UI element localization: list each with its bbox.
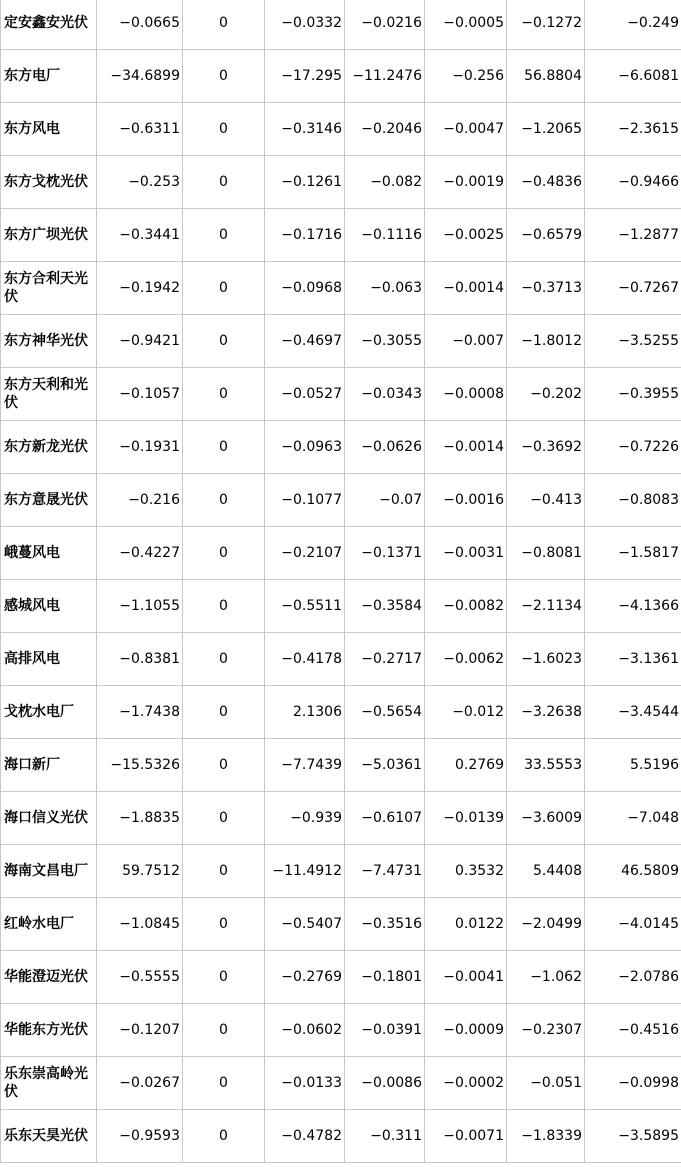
value-cell: 0 [183,0,265,50]
value-cell: 56.8804 [507,50,585,103]
value-cell: −17.295 [265,50,345,103]
value-cell: 2.1306 [265,686,345,739]
value-cell: −0.3584 [345,580,425,633]
table-row [1,156,681,209]
value-cell: −0.1116 [345,209,425,262]
value-cell: −3.6009 [507,792,585,845]
value-cell: −0.7226 [585,421,681,474]
value-cell: 0 [183,315,265,368]
value-cell: −0.0343 [345,368,425,421]
table-row [1,1057,681,1110]
value-cell: 0 [183,103,265,156]
value-cell: 0 [183,421,265,474]
value-cell: −0.216 [97,474,183,527]
value-cell: −0.4178 [265,633,345,686]
value-cell: −0.0014 [425,262,507,315]
plant-name-cell: 高排风电 [1,633,97,686]
table-row [1,739,681,792]
value-cell: −0.3955 [585,368,681,421]
value-cell: −0.3441 [97,209,183,262]
table-row [1,898,681,951]
value-cell: −0.8381 [97,633,183,686]
table-row [1,633,681,686]
value-cell: −0.0008 [425,368,507,421]
value-cell: −0.1931 [97,421,183,474]
value-cell: −0.9593 [97,1110,183,1163]
value-cell: −0.0665 [97,0,183,50]
value-cell: −0.1371 [345,527,425,580]
value-cell: −0.082 [345,156,425,209]
value-cell: −0.07 [345,474,425,527]
value-cell: −1.1055 [97,580,183,633]
value-cell: −0.0071 [425,1110,507,1163]
table-row [1,792,681,845]
table-body [1,0,681,1163]
value-cell: −3.5255 [585,315,681,368]
table-row [1,315,681,368]
plant-name-cell: 华能东方光伏 [1,1004,97,1057]
value-cell: 0 [183,262,265,315]
value-cell: −0.0391 [345,1004,425,1057]
value-cell: −0.256 [425,50,507,103]
plant-name-cell: 东方新龙光伏 [1,421,97,474]
value-cell: −2.3615 [585,103,681,156]
value-cell: −1.2065 [507,103,585,156]
value-cell: −0.0086 [345,1057,425,1110]
value-cell: −0.1801 [345,951,425,1004]
plant-name-cell: 海南文昌电厂 [1,845,97,898]
table-row [1,580,681,633]
plant-name-cell: 东方意晟光伏 [1,474,97,527]
value-cell: −0.0139 [425,792,507,845]
plant-name-cell: 海口信义光伏 [1,792,97,845]
value-cell: 0 [183,156,265,209]
value-cell: 0 [183,951,265,1004]
table-row [1,103,681,156]
table-row [1,527,681,580]
value-cell: 0.3532 [425,845,507,898]
value-cell: −5.0361 [345,739,425,792]
value-cell: −0.3713 [507,262,585,315]
value-cell: −0.0267 [97,1057,183,1110]
plant-name-cell: 乐东崇高岭光伏 [1,1057,97,1110]
value-cell: −1.5817 [585,527,681,580]
value-cell: 0 [183,845,265,898]
value-cell: −0.0963 [265,421,345,474]
value-cell: 0 [183,633,265,686]
value-cell: −3.1361 [585,633,681,686]
value-cell: −1.062 [507,951,585,1004]
table-row [1,845,681,898]
value-cell: −0.5407 [265,898,345,951]
plant-name-cell: 海口新厂 [1,739,97,792]
value-cell: −0.051 [507,1057,585,1110]
table-row [1,50,681,103]
value-cell: −0.0082 [425,580,507,633]
plant-name-cell: 东方戈枕光伏 [1,156,97,209]
value-cell: 0 [183,209,265,262]
value-cell: −0.0025 [425,209,507,262]
value-cell: −0.0016 [425,474,507,527]
value-cell: −11.4912 [265,845,345,898]
value-cell: 0 [183,580,265,633]
value-cell: −0.2717 [345,633,425,686]
value-cell: 0 [183,686,265,739]
value-cell: −0.0527 [265,368,345,421]
value-cell: −0.6311 [97,103,183,156]
value-cell: 0 [183,898,265,951]
value-cell: −0.0626 [345,421,425,474]
value-cell: 46.5809 [585,845,681,898]
plant-name-cell: 东方合利天光伏 [1,262,97,315]
plant-name-cell: 感城风电 [1,580,97,633]
value-cell: −0.0998 [585,1057,681,1110]
value-cell: −15.5326 [97,739,183,792]
value-cell: −0.5555 [97,951,183,1004]
value-cell: −2.1134 [507,580,585,633]
value-cell: −0.3692 [507,421,585,474]
value-cell: −4.0145 [585,898,681,951]
value-cell: −0.007 [425,315,507,368]
value-cell: −0.0005 [425,0,507,50]
plant-name-cell: 峨蔓风电 [1,527,97,580]
value-cell: −0.0332 [265,0,345,50]
value-cell: 33.5553 [507,739,585,792]
table-row [1,209,681,262]
value-cell: −0.7267 [585,262,681,315]
value-cell: −4.1366 [585,580,681,633]
value-cell: −1.8012 [507,315,585,368]
value-cell: −0.3516 [345,898,425,951]
value-cell: −0.2307 [507,1004,585,1057]
value-cell: −34.6899 [97,50,183,103]
value-cell: −0.6107 [345,792,425,845]
value-cell: −0.6579 [507,209,585,262]
plant-name-cell: 定安鑫安光伏 [1,0,97,50]
plant-name-cell: 乐东天昊光伏 [1,1110,97,1163]
table-row [1,0,681,50]
value-cell: −0.0009 [425,1004,507,1057]
value-cell: −0.2046 [345,103,425,156]
table-row [1,421,681,474]
value-cell: −2.0786 [585,951,681,1004]
value-cell: −3.2638 [507,686,585,739]
value-cell: −3.5895 [585,1110,681,1163]
value-cell: −0.8081 [507,527,585,580]
value-cell: 0.2769 [425,739,507,792]
value-cell: −0.0019 [425,156,507,209]
value-cell: −0.0602 [265,1004,345,1057]
value-cell: −0.5511 [265,580,345,633]
table-row [1,262,681,315]
table-row [1,686,681,739]
value-cell: −1.8339 [507,1110,585,1163]
value-cell: −0.9421 [97,315,183,368]
value-cell: −7.7439 [265,739,345,792]
value-cell: −0.4697 [265,315,345,368]
value-cell: 59.7512 [97,845,183,898]
table-row [1,1004,681,1057]
value-cell: −0.0047 [425,103,507,156]
plant-name-cell: 东方神华光伏 [1,315,97,368]
value-cell: −1.2877 [585,209,681,262]
value-cell: −0.413 [507,474,585,527]
value-cell: 5.4408 [507,845,585,898]
value-cell: −0.0968 [265,262,345,315]
table-row [1,474,681,527]
value-cell: −7.048 [585,792,681,845]
plant-name-cell: 戈枕水电厂 [1,686,97,739]
value-cell: −0.0014 [425,421,507,474]
value-cell: −0.1057 [97,368,183,421]
value-cell: −0.063 [345,262,425,315]
value-cell: −0.9466 [585,156,681,209]
plant-name-cell: 红岭水电厂 [1,898,97,951]
table-row [1,951,681,1004]
value-cell: 0 [183,50,265,103]
value-cell: −0.0031 [425,527,507,580]
value-cell: −0.939 [265,792,345,845]
value-cell: 0 [183,1057,265,1110]
value-cell: −1.8835 [97,792,183,845]
value-cell: −0.5654 [345,686,425,739]
value-cell: −0.4516 [585,1004,681,1057]
value-cell: −2.0499 [507,898,585,951]
value-cell: −3.4544 [585,686,681,739]
table-row [1,368,681,421]
value-cell: −0.012 [425,686,507,739]
value-cell: −0.3146 [265,103,345,156]
plant-name-cell: 东方广坝光伏 [1,209,97,262]
plant-name-cell: 东方风电 [1,103,97,156]
value-cell: −0.1261 [265,156,345,209]
value-cell: 0 [183,474,265,527]
value-cell: 0 [183,1004,265,1057]
value-cell: −0.1716 [265,209,345,262]
value-cell: −0.2107 [265,527,345,580]
value-cell: 0 [183,1110,265,1163]
value-cell: −0.0002 [425,1057,507,1110]
value-cell: −7.4731 [345,845,425,898]
value-cell: −0.1942 [97,262,183,315]
value-cell: 0 [183,739,265,792]
value-cell: 0.0122 [425,898,507,951]
value-cell: −6.6081 [585,50,681,103]
plant-name-cell: 华能澄迈光伏 [1,951,97,1004]
value-cell: −0.202 [507,368,585,421]
value-cell: −0.0062 [425,633,507,686]
value-cell: 5.5196 [585,739,681,792]
value-cell: −0.3055 [345,315,425,368]
value-cell: −0.0133 [265,1057,345,1110]
value-cell: −0.4836 [507,156,585,209]
value-cell: −0.4782 [265,1110,345,1163]
value-cell: −0.2769 [265,951,345,1004]
value-cell: −0.0041 [425,951,507,1004]
value-cell: −0.1207 [97,1004,183,1057]
plant-name-cell: 东方电厂 [1,50,97,103]
value-cell: 0 [183,527,265,580]
value-cell: −11.2476 [345,50,425,103]
value-cell: −0.8083 [585,474,681,527]
value-cell: −1.0845 [97,898,183,951]
table-row [1,1110,681,1163]
value-cell: −0.1077 [265,474,345,527]
value-cell: −0.4227 [97,527,183,580]
value-cell: 0 [183,368,265,421]
value-cell: −0.0216 [345,0,425,50]
value-cell: 0 [183,792,265,845]
value-cell: −0.1272 [507,0,585,50]
value-cell: −0.311 [345,1110,425,1163]
value-cell: −0.253 [97,156,183,209]
value-cell: −1.6023 [507,633,585,686]
value-cell: −1.7438 [97,686,183,739]
value-cell: −0.249 [585,0,681,50]
plant-name-cell: 东方天利和光伏 [1,368,97,421]
